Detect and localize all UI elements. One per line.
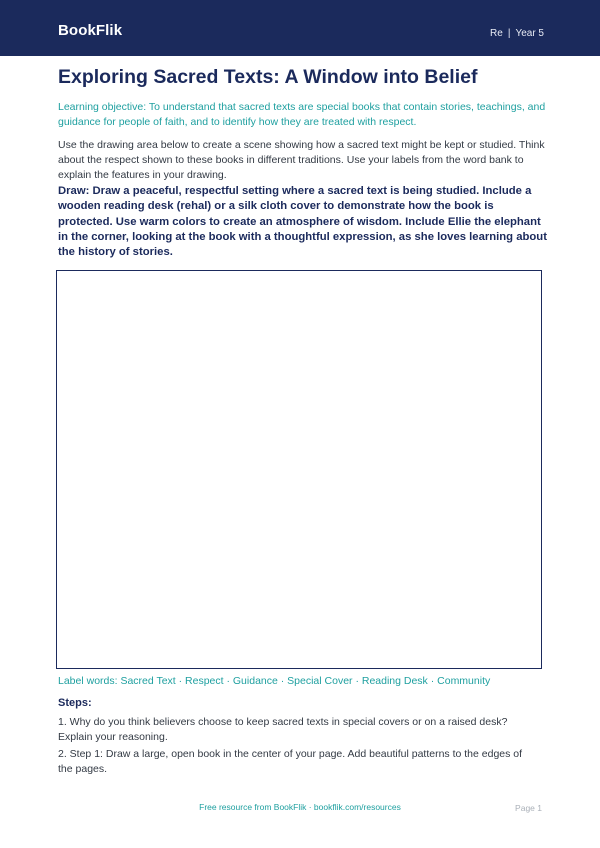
learning-objective: Learning objective: To understand that sacred texts are special books that contain stories, teachings, and guidance for people of faith, and to identify how they are treated with respect.	[58, 101, 546, 128]
footer-resource-link[interactable]: Free resource from BookFlik · bookflik.com/resources	[199, 802, 401, 812]
drawing-instructions: Use the drawing area below to create a scene showing how a sacred text might be kept or studied. Think about the respect shown to these books in different traditions. Use your labels from the word bank to explain the features in your drawing.	[58, 139, 545, 181]
draw-prompt: Draw: Draw a peaceful, respectful setting where a sacred text is being studied. Include a wooden reading desk (rehal) or a silk cloth cover to demonstrate how the book is protected. Use warm colors to create an atmosphere of wisdom. Include Ellie the elephant in the corner, looking at the book with a thoughtful expression, as she loves learning about the history of stories.	[58, 185, 547, 259]
step-item: 1. Why do you think believers choose to keep sacred texts in special covers or on a raised desk? Explain your reasoning.	[58, 716, 508, 743]
meta-separator: |	[507, 28, 511, 39]
brand-logo-text[interactable]: BookFlik	[58, 22, 123, 39]
label-word-bank: Label words: Sacred Text · Respect · Guidance · Special Cover · Reading Desk · Community	[58, 675, 491, 687]
year-label: Year 5	[515, 28, 544, 39]
page-number: Page 1	[515, 803, 542, 813]
steps-list	[58, 715, 538, 779]
worksheet-title: Exploring Sacred Texts: A Window into Belief	[58, 66, 478, 88]
header-bar	[0, 0, 600, 56]
steps-heading: Steps:	[58, 697, 92, 709]
subject-year-label	[490, 28, 544, 39]
subject-label: Re	[490, 28, 503, 39]
step-item: 2. Step 1: Draw a large, open book in the center of your page. Add beautiful patterns to the edges of the pages.	[58, 748, 523, 775]
drawing-area[interactable]	[56, 270, 542, 669]
